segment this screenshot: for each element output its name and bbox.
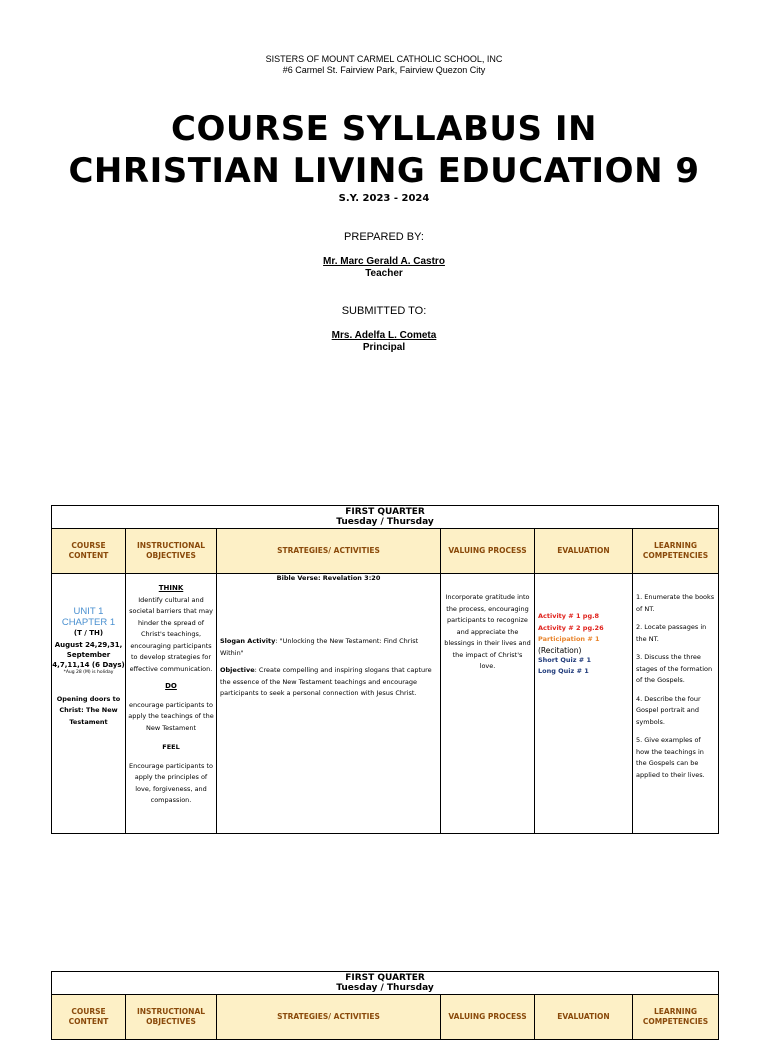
think-label: THINK [158,584,184,592]
school-address: #6 Carmel St. Fairview Park, Fairview Quezon City [282,65,486,75]
col-instructional-objectives: INSTRUCTIONAL OBJECTIVES [126,529,217,574]
eval-activity-2: Activity # 2 pg.26 [538,623,604,632]
prepared-by-role: Teacher [365,268,403,279]
school-name: SISTERS OF MOUNT CARMEL CATHOLIC SCHOOL, INC [265,54,503,64]
schedule-days: (T / TH) [73,629,104,637]
col-strategies-activities: STRATEGIES/ ACTIVITIES [217,529,441,574]
quarter-schedule: Tuesday / Thursday [336,517,434,527]
col-valuing-process: VALUING PROCESS [441,995,535,1040]
competency-item: 1. Enumerate the books of NT. [636,593,715,613]
quarter-schedule: Tuesday / Thursday [336,983,434,993]
school-year: S.Y. 2023 - 2024 [338,193,430,204]
objectives-cell [126,574,217,834]
unit-label: UNIT 1 [73,606,104,617]
slogan-label: Slogan Activity [220,637,276,645]
feel-label: FEEL [162,743,180,751]
col-strategies-activities: STRATEGIES/ ACTIVITIES [217,995,441,1040]
holiday-note: *Aug 28 (M) is holiday [63,669,114,675]
competencies-cell [633,574,719,834]
title-line-2: CHRISTIAN LIVING EDUCATION 9 [68,151,700,191]
eval-recitation: (Recitation) [538,645,582,655]
bible-verse: Bible Verse: Revelation 3:20 [276,574,381,582]
competency-item: 2. Locate passages in the NT. [636,623,707,643]
feel-text: Encourage participants to apply the principles of love, forgiveness, and compassion. [128,761,213,804]
col-course-content: COURSE CONTENT [52,995,126,1040]
col-learning-competencies: LEARNING COMPETENCIES [633,995,719,1040]
objective-label: Objective [220,666,255,674]
competency-item: 4. Describe the four Gospel portrait and symbols. [636,694,701,726]
strategies-cell [217,574,441,834]
chapter-label: CHAPTER 1 [61,617,116,628]
eval-participation: Participation # 1 [538,635,600,643]
quarter-header [52,972,719,995]
title-line-1: COURSE SYLLABUS IN [171,109,597,149]
school-header [0,54,768,76]
submitted-to-block [0,330,768,354]
course-content-cell [52,574,126,834]
table-row [52,574,719,834]
page-title [0,108,768,192]
submitted-to-name: Mrs. Adelfa L. Cometa [331,330,437,341]
column-header-row [52,995,719,1040]
eval-long-quiz: Long Quiz # 1 [538,667,589,675]
slogan-objective [220,665,437,700]
eval-short-quiz: Short Quiz # 1 [538,655,592,664]
objective-text: : Create compelling and inspiring slogans that capture the essence of the New Testament teachings and encourage participants to seek a personal connection with Jesus Christ. [220,666,432,697]
do-text: encourage participants to apply the teachings of the New Testament [128,700,214,732]
prepared-by-block [0,256,768,280]
quarter-header [52,506,719,529]
col-evaluation: EVALUATION [535,995,633,1040]
col-evaluation: EVALUATION [535,529,633,574]
slogan-text: : "Unlocking the New Testament: Find Christ Within" [220,637,419,657]
column-header-row [52,529,719,574]
submitted-to-role: Principal [362,342,406,353]
evaluation-cell [535,574,633,834]
prepared-by-label: PREPARED BY: [344,231,424,243]
col-instructional-objectives: INSTRUCTIONAL OBJECTIVES [126,995,217,1040]
quarter-title: FIRST QUARTER [345,507,425,517]
valuing-text: Incorporate gratitude into the process, encouraging participants to recognize and appreciate the blessings in their lives and the impact of Christ's love. [444,593,531,670]
competency-item: 3. Discuss the three stages of the formation of the Gospels. [636,653,713,684]
slogan-activity [220,636,437,659]
quarter-title: FIRST QUARTER [345,973,425,983]
col-learning-competencies: LEARNING COMPETENCIES [633,529,719,574]
eval-activity-1: Activity # 1 pg.8 [538,612,600,620]
competency-item: 5. Give examples of how the teachings in the Gospels can be applied to their lives. [636,736,705,779]
think-text: Identify cultural and societal barriers that may hinder the spread of Christ's teachings, encouraging participants to develop strategies for effective communication. [129,595,213,673]
col-course-content: COURSE CONTENT [52,529,126,574]
prepared-by-name: Mr. Marc Gerald A. Castro [323,256,445,267]
col-valuing-process: VALUING PROCESS [441,529,535,574]
do-label: DO [165,682,177,690]
syllabus-table-first-quarter [51,505,719,834]
schedule-dates: August 24,29,31, September 4,7,11,14 (6 Days) [52,640,125,669]
submitted-to-label: SUBMITTED TO: [341,305,427,317]
topic-title: Opening doors to Christ: The New Testament [56,694,121,726]
syllabus-table-first-quarter-2 [51,971,719,1040]
valuing-cell [441,574,535,834]
